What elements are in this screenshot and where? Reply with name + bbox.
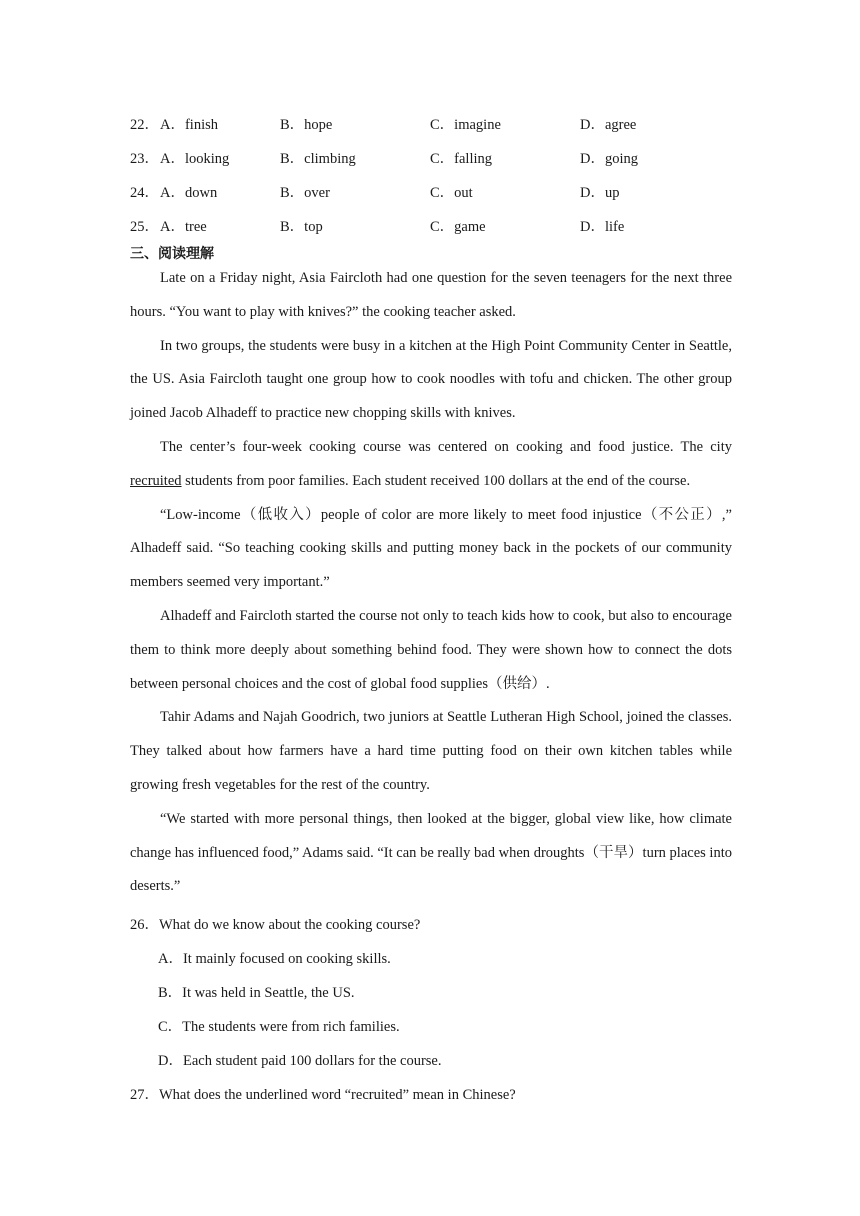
paragraph-4: “Low-income（低收入）people of color are more likely to meet food injustice（不公正）,” Alhadeff said. “So teaching cooking skills and putting money back in the pockets of our community members seemed very important.” xyxy=(130,506,732,591)
question-25-options xyxy=(130,215,740,235)
option-d: D．going xyxy=(580,151,638,167)
question-24-options xyxy=(130,181,740,201)
option-d: D．up xyxy=(580,185,620,201)
question-27: 27．What does the underlined word “recruited” mean in Chinese? xyxy=(130,1087,516,1103)
paragraph-3-text-after: students from poor families. Each student received 100 dollars at the end of the course. xyxy=(181,472,691,489)
question-26-option-d: D．Each student paid 100 dollars for the course. xyxy=(158,1053,442,1069)
question-26-option-a: A．It mainly focused on cooking skills. xyxy=(158,951,391,967)
paragraph-1: Late on a Friday night, Asia Faircloth had one question for the seven teenagers for the next three hours. “You want to play with knives?” the cooking teacher asked. xyxy=(130,270,732,320)
question-number: 22． xyxy=(130,117,159,133)
question-26-option-c: C．The students were from rich families. xyxy=(158,1019,400,1035)
option-b: B．hope xyxy=(280,117,333,133)
question-22-options xyxy=(130,113,740,133)
paragraph-7: “We started with more personal things, then looked at the bigger, global view like, how climate change has influenced food,” Adams said. “It can be really bad when droughts（干旱）turn places into deserts.” xyxy=(130,810,732,895)
underlined-word: recruited xyxy=(130,472,182,489)
option-c: C．falling xyxy=(430,151,493,167)
section-title: 三、阅读理解 xyxy=(130,246,214,262)
paragraph-3 xyxy=(130,431,732,499)
paragraph-6: Tahir Adams and Najah Goodrich, two juniors at Seattle Lutheran High School, joined the classes. They talked about how farmers have a hard time putting food on their own kitchen tables while growing fresh vegetables for the rest of the country. xyxy=(130,709,732,793)
paragraph-3-text-before: The center’s four-week cooking course was centered on cooking and food justice. The city xyxy=(160,438,732,455)
option-d: D．agree xyxy=(580,117,637,133)
option-a: A．looking xyxy=(160,151,230,167)
option-b: B．climbing xyxy=(280,151,356,167)
option-a: A．down xyxy=(160,185,218,201)
option-c: C．game xyxy=(430,219,486,235)
question-26-option-b: B．It was held in Seattle, the US. xyxy=(158,985,355,1001)
option-a: A．finish xyxy=(160,117,218,133)
question-number: 23． xyxy=(130,151,159,167)
question-number: 25． xyxy=(130,219,159,235)
question-26: 26．What do we know about the cooking course? xyxy=(130,917,421,933)
question-23-options xyxy=(130,147,740,167)
option-c: C．out xyxy=(430,185,473,201)
option-a: A．tree xyxy=(160,219,207,235)
paragraph-5: Alhadeff and Faircloth started the course not only to teach kids how to cook, but also to encourage them to think more deeply about something behind food. They were shown how to connect the dots between personal choices and the cost of global food supplies（供给）. xyxy=(130,607,732,692)
option-c: C．imagine xyxy=(430,117,501,133)
option-b: B．over xyxy=(280,185,330,201)
option-d: D．life xyxy=(580,219,625,235)
option-b: B．top xyxy=(280,219,323,235)
reading-passage xyxy=(130,262,732,904)
question-number: 24． xyxy=(130,185,159,201)
paragraph-2: In two groups, the students were busy in a kitchen at the High Point Community Center in Seattle, the US. Asia Faircloth taught one group how to cook noodles with tofu and chicken. The other group joined Jacob Alhadeff to practice new chopping skills with knives. xyxy=(130,337,732,422)
